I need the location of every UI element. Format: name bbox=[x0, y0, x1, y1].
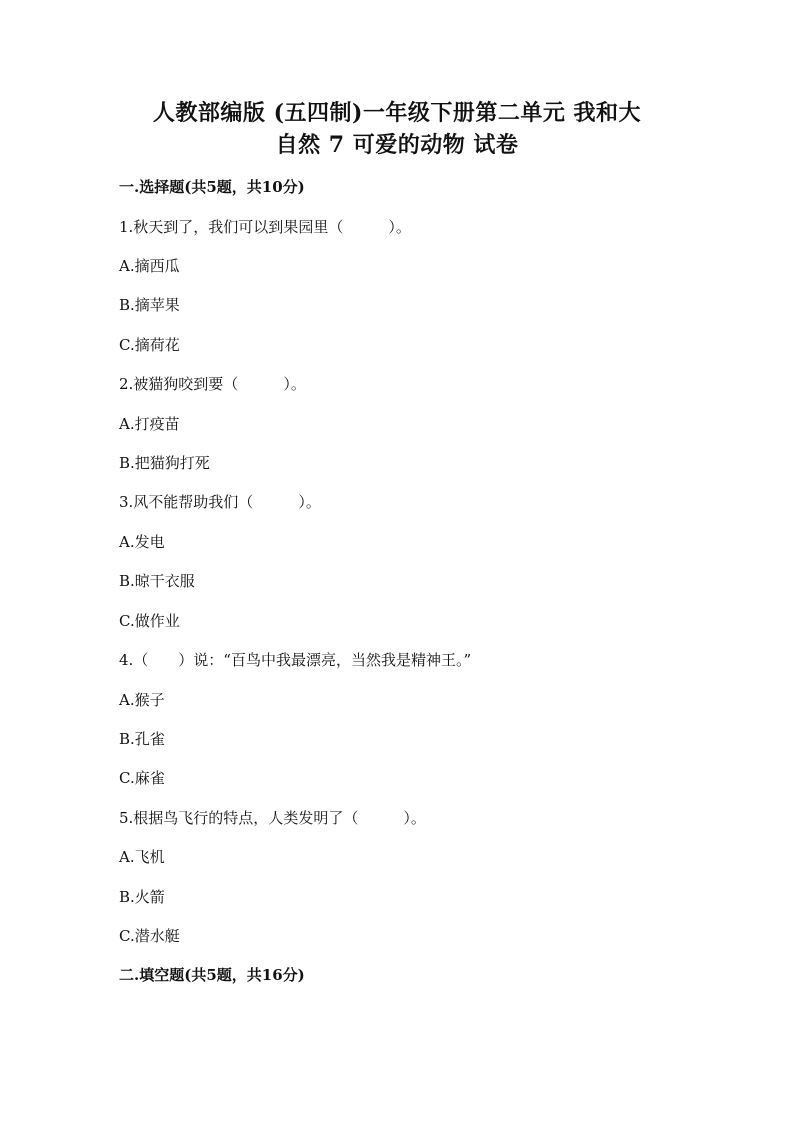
section-heading-fill-blank: 二.填空题(共5题，共16分) bbox=[119, 966, 305, 984]
question-5-option-a: A.飞机 bbox=[119, 848, 165, 866]
question-5-option-b: B.火箭 bbox=[119, 888, 165, 906]
question-4-option-c: C.麻雀 bbox=[119, 769, 165, 787]
question-1-option-b: B.摘苹果 bbox=[119, 296, 180, 314]
question-5: 5.根据鸟飞行的特点，人类发明了（ ）。 bbox=[119, 809, 426, 827]
question-4-option-a: A.猴子 bbox=[119, 691, 165, 709]
question-1: 1.秋天到了，我们可以到果园里（ ）。 bbox=[119, 218, 411, 236]
question-2: 2.被猫狗咬到要（ ）。 bbox=[119, 375, 306, 393]
document-title-line-2: 自然 7 可爱的动物 试卷 bbox=[275, 132, 519, 158]
question-2-option-a: A.打疫苗 bbox=[119, 415, 180, 433]
question-1-option-c: C.摘荷花 bbox=[119, 336, 180, 354]
question-5-option-c: C.潜水艇 bbox=[119, 927, 180, 945]
question-3-option-b: B.晾干衣服 bbox=[119, 572, 195, 590]
question-4: 4.（ ）说：“百鸟中我最漂亮，当然我是精神王。” bbox=[119, 651, 472, 669]
document-title-line-1: 人教部编版 (五四制)一年级下册第二单元 我和大 bbox=[152, 100, 642, 126]
question-3-option-c: C.做作业 bbox=[119, 612, 180, 630]
question-1-option-a: A.摘西瓜 bbox=[119, 257, 180, 275]
section-heading-choice: 一.选择题(共5题，共10分) bbox=[119, 178, 305, 196]
question-3: 3.风不能帮助我们（ ）。 bbox=[119, 493, 321, 511]
question-4-option-b: B.孔雀 bbox=[119, 730, 165, 748]
question-3-option-a: A.发电 bbox=[119, 533, 165, 551]
question-2-option-b: B.把猫狗打死 bbox=[119, 454, 210, 472]
